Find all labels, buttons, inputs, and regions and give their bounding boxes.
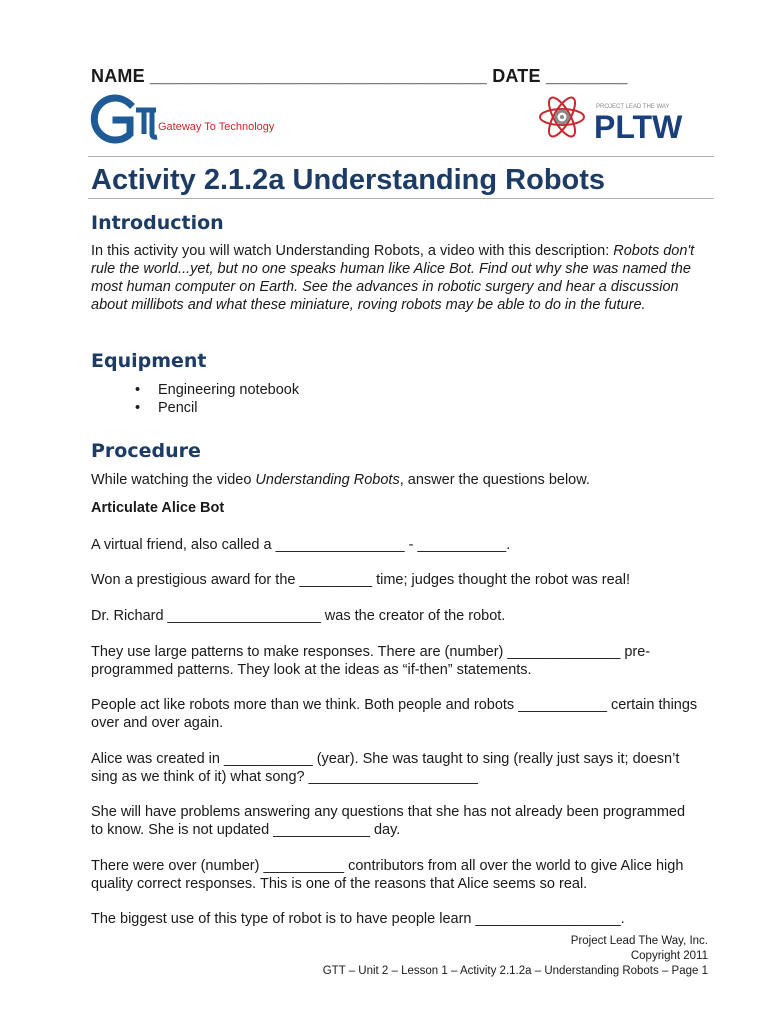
date-label: DATE bbox=[492, 66, 541, 86]
question-item[interactable]: Won a prestigious award for the _________ time; judges thought the robot was real! bbox=[91, 572, 630, 588]
procedure-heading: Procedure bbox=[91, 440, 201, 462]
procedure-intro-text: While watching the video bbox=[91, 472, 256, 488]
introduction-paragraph bbox=[91, 242, 701, 314]
introduction-lead: In this activity you will watch Understanding Robots, a video with this description: bbox=[91, 243, 614, 259]
page-footer bbox=[323, 934, 708, 979]
question-item[interactable]: People act like robots more than we think. Both people and robots ___________ certain things over and over again. bbox=[91, 697, 698, 731]
question-item[interactable]: They use large patterns to make responses. There are (number) ______________ pre-programmed patterns. They look at the ideas as “if-then” statements. bbox=[91, 644, 651, 678]
gtt-logo-text: Gateway To Technology bbox=[158, 121, 275, 133]
pltw-text: PLTW bbox=[594, 109, 683, 145]
procedure-intro bbox=[91, 471, 701, 489]
introduction-heading: Introduction bbox=[91, 212, 224, 234]
equipment-item-label: Engineering notebook bbox=[158, 382, 300, 398]
name-date-line bbox=[91, 66, 628, 87]
footer-publisher: Project Lead The Way, Inc. bbox=[570, 935, 708, 947]
equipment-item bbox=[135, 399, 198, 417]
question-item[interactable]: A virtual friend, also called a ________________ - ___________. bbox=[91, 537, 511, 553]
equipment-heading: Equipment bbox=[91, 350, 207, 372]
bullet-icon: • bbox=[135, 382, 141, 398]
question-item[interactable]: She will have problems answering any questions that she has not already been programmed to know. She is not updated ____________ day. bbox=[91, 804, 686, 838]
pltw-small-text: PROJECT LEAD THE WAY bbox=[596, 104, 670, 110]
gtt-logo bbox=[90, 90, 290, 148]
page-title: Activity 2.1.2a Understanding Robots bbox=[91, 164, 606, 196]
video-description: Robots don't rule the world...yet, but no one speaks human like Alice Bot. Find out why she was named the most human computer on Earth. See the advances in robotic surgery and hear a discussion about millibots and what these miniature, roving robots may be able to do in the future. bbox=[91, 243, 695, 313]
header-divider bbox=[88, 156, 714, 157]
footer-page-info: GTT – Unit 2 – Lesson 1 – Activity 2.1.2a – Understanding Robots – Page 1 bbox=[322, 965, 708, 977]
question-item[interactable]: Dr. Richard ___________________ was the creator of the robot. bbox=[91, 608, 506, 624]
name-label: NAME bbox=[91, 66, 145, 86]
video-title: Understanding Robots bbox=[255, 472, 400, 488]
footer-copyright: Copyright 2011 bbox=[630, 950, 708, 962]
equipment-item bbox=[135, 381, 299, 399]
question-item[interactable]: The biggest use of this type of robot is to have people learn __________________. bbox=[91, 911, 625, 927]
question-item[interactable]: Alice was created in ___________ (year). She was taught to sing (really just says it; doesn’t sing as we think of it) what song? _____________________ bbox=[91, 751, 680, 785]
name-blank[interactable]: _________________________________ bbox=[150, 66, 487, 86]
bullet-icon: • bbox=[135, 400, 141, 416]
title-divider bbox=[88, 198, 714, 199]
section-subheading: Articulate Alice Bot bbox=[91, 500, 225, 516]
date-blank[interactable]: ________ bbox=[545, 66, 628, 86]
equipment-item-label: Pencil bbox=[158, 400, 198, 416]
procedure-intro-end: , answer the questions below. bbox=[399, 472, 590, 488]
pltw-logo bbox=[538, 88, 710, 146]
question-item[interactable]: There were over (number) __________ contributors from all over the world to give Alice high quality correct responses. This is one of the reasons that Alice seems so real. bbox=[91, 858, 684, 892]
